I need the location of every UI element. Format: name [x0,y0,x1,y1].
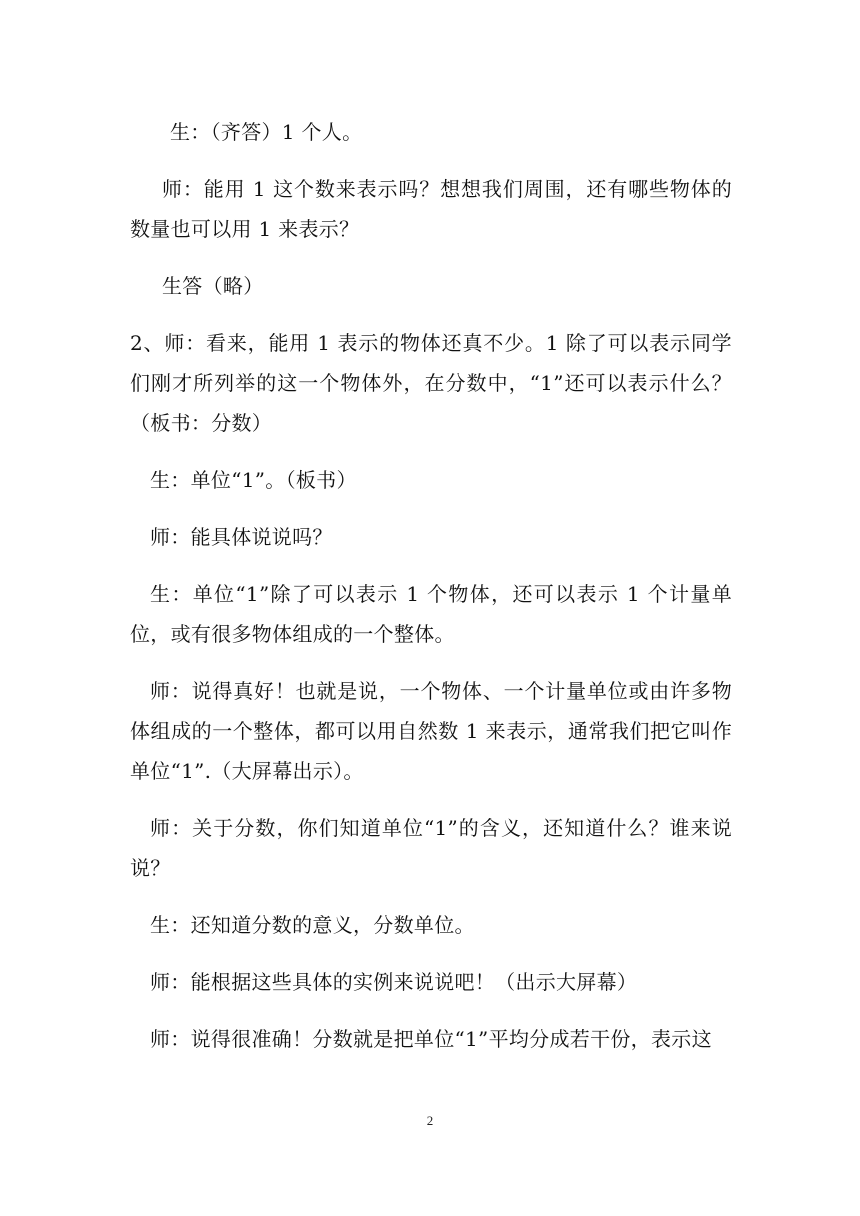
paragraph: 师：能用 1 这个数来表示吗？想想我们周围，还有哪些物体的数量也可以用 1 来表示？ [130,177,732,241]
paragraph: 师：关于分数，你们知道单位“1”的含义，还知道什么？谁来说说？ [130,816,732,880]
paragraph: 师：说得真好！也就是说，一个物体、一个计量单位或由许多物体组成的一个整体，都可以用自然数 1 来表示，通常我们把它叫作单位“1”.（大屏幕出示）。 [130,679,732,783]
paragraph: 生答（略） [162,274,264,298]
paragraph: 师：说得很准确！分数就是把单位“1”平均分成若干份，表示这 [150,1027,712,1051]
document-body [130,112,732,1076]
page-number: 2 [426,1113,434,1128]
paragraph: 2、师：看来，能用 1 表示的物体还真不少。1 除了可以表示同学们刚才所列举的这一个物体外，在分数中，“1”还可以表示什么？（板书：分数） [130,331,732,435]
paragraph: 生：还知道分数的意义，分数单位。 [150,913,475,937]
paragraph: 生：（齐答）1 个人。 [170,120,363,144]
paragraph: 师：能具体说说吗？ [150,525,333,549]
paragraph: 生：单位“1”除了可以表示 1 个物体，还可以表示 1 个计量单位，或有很多物体组成的一个整体。 [130,582,732,646]
paragraph: 生：单位“1”。（板书） [150,468,357,492]
paragraph: 师：能根据这些具体的实例来说说吧！（出示大屏幕） [150,970,638,994]
